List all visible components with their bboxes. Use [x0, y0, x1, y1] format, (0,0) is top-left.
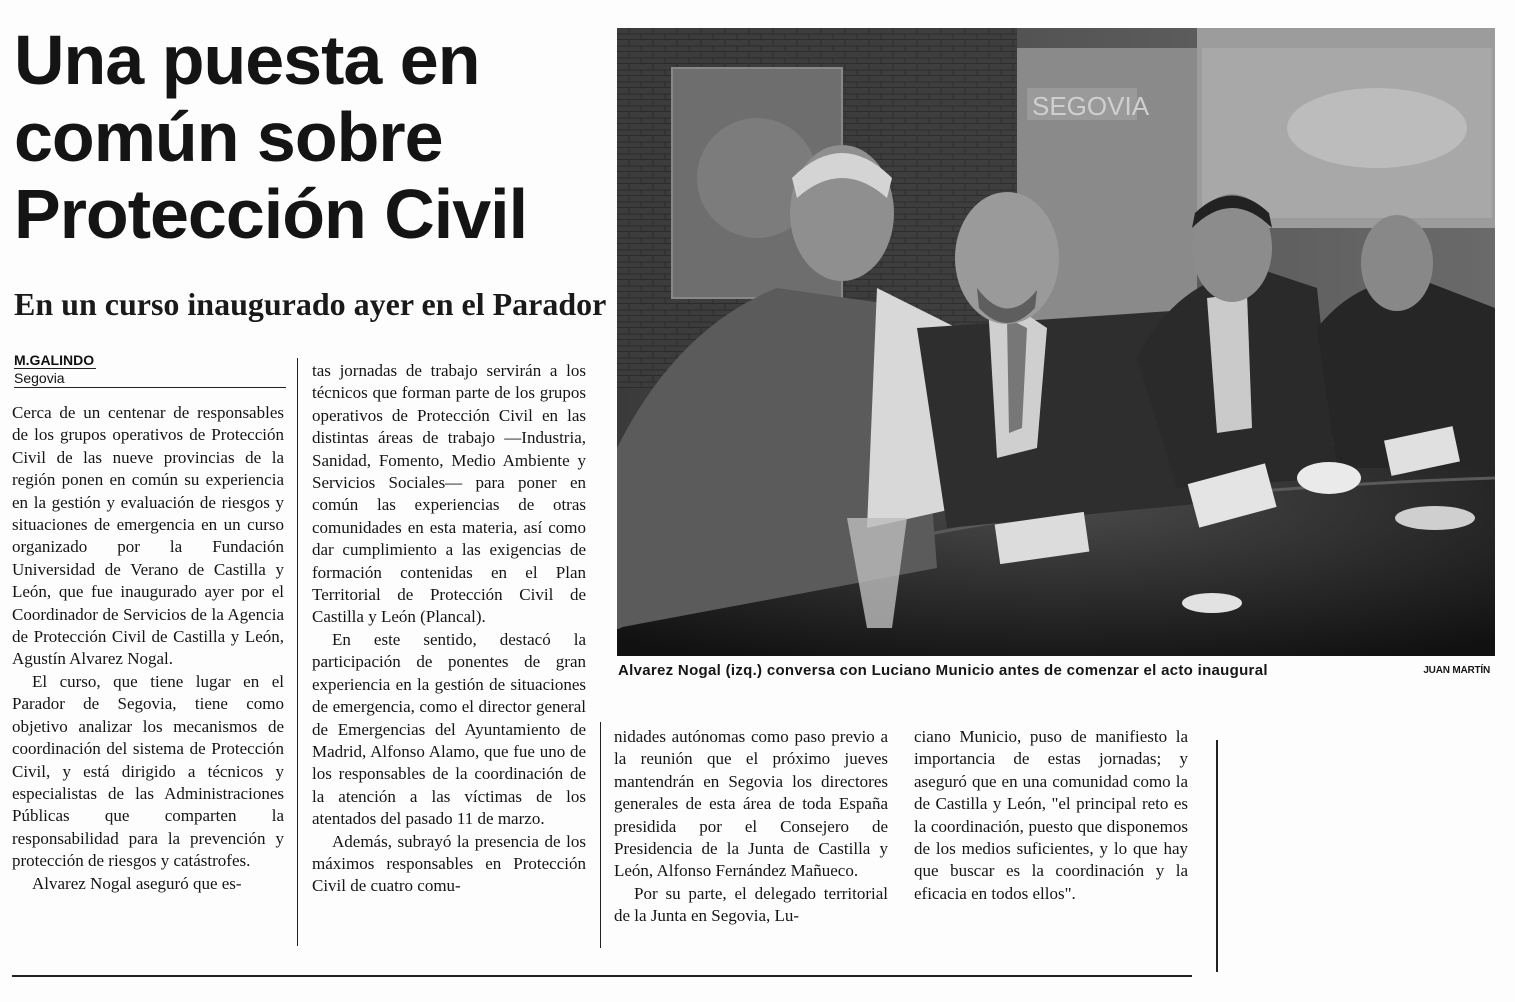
news-photo [617, 28, 1495, 656]
banner-text: SEGOVIA [1032, 91, 1150, 121]
photo-credit: JUAN MARTÍN [1423, 665, 1490, 676]
body-paragraph: tas jornadas de trabajo servirán a los técnicos que forman parte de los grupos operativos de Protección Civil en las distintas áreas de trabajo —Industria, Sanidad, Fomento, Medio Ambiente y Servicios Sociales— para poner en común las experiencias de otras comunidades en esta materia, así como dar cumplimiento a las exigencias de formación contenidas en el Plan Territorial de Protección Civil de Castilla y León (Plancal). [312, 361, 586, 627]
headline-line-2: común sobre [14, 98, 443, 176]
article-column-2 [312, 360, 586, 898]
bottom-rule [12, 975, 1192, 977]
author-name: M.GALINDO [14, 352, 95, 368]
article-column-1 [12, 402, 284, 895]
photo-caption: Alvarez Nogal (izq.) conversa con Luciano Municio antes de comenzar el acto inaugural [618, 662, 1268, 679]
subheadline: En un curso inaugurado ayer en el Parador [14, 286, 607, 322]
body-paragraph: Por su parte, el delegado territorial de la Junta en Segovia, Lu- [614, 883, 888, 926]
body-paragraph: ciano Municio, puso de manifiesto la importancia de estas jornadas; y aseguró que en una comunidad como la de Castilla y León, "el principal reto es la coordinación, puesto que disponemos de los medios suficientes, y lo que hay que buscar es la coordinación y la eficacia en todos ellos". [914, 727, 1188, 903]
body-paragraph: nidades autónomas como paso previo a la reunión que el próximo jueves mantendrán en Segovia los directores generales de esta área de toda España presidida por el Consejero de Presidencia de la Junta de Castilla y León, Alfonso Fernández Mañueco. [614, 727, 888, 881]
column-rule-3 [1216, 740, 1218, 972]
body-paragraph: El curso, que tiene lugar en el Parador de Segovia, tiene como objetivo analizar los mecanismos de coordinación del sistema de Protección Civil, y está dirigido a técnicos y especialistas de las Administraciones Públicas que comparten la responsabilidad para la prevención y protección de riesgos y catástrofes. [12, 671, 284, 871]
body-paragraph: En este sentido, destacó la participación de ponentes de gran experiencia en la gestión de situaciones de emergencia, como el director general de Emergencias del Ayuntamiento de Madrid, Alfonso Alamo, que fue uno de los responsables de la coordinación de la atención a las víctimas de los atentados del pasado 11 de marzo. [312, 629, 586, 829]
headline-line-1: Una puesta en [14, 21, 480, 99]
photo-illustration [617, 28, 1495, 656]
body-paragraph: Además, subrayó la presencia de los máximos responsables en Protección Civil de cuatro comu- [312, 831, 586, 896]
headline [14, 22, 604, 253]
column-rule-1 [297, 358, 298, 946]
body-paragraph: Alvarez Nogal aseguró que es- [32, 873, 242, 893]
article-column-3 [614, 726, 888, 928]
column-rule-2 [600, 722, 601, 948]
article-column-4 [914, 726, 1188, 905]
headline-line-3: Protección Civil [14, 175, 528, 253]
body-paragraph: Cerca de un centenar de responsables de los grupos operativos de Protección Civil de las nueve provincias de la región ponen en común su experiencia en la gestión y evaluación de riesgos y situaciones de emergencia en un curso organizado por la Fundación Universidad de Verano de Castilla y León, que fue inaugurado ayer por el Coordinador de Servicios de la Agencia de Protección Civil de Castilla y León, Agustín Alvarez Nogal. [12, 403, 284, 669]
dateline-location: Segovia [14, 370, 65, 386]
byline [14, 352, 286, 388]
